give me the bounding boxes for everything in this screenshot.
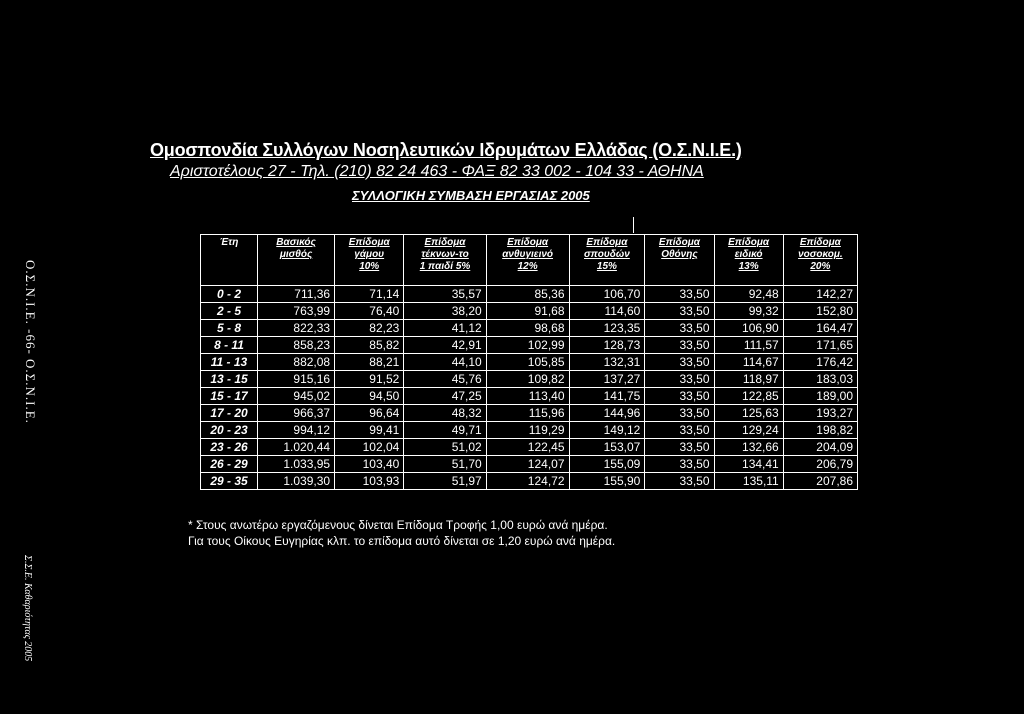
header-base-salary bbox=[258, 235, 335, 286]
value-cell: 994,12 bbox=[258, 422, 335, 439]
value-cell: 91,52 bbox=[335, 371, 404, 388]
header-line: Έτη bbox=[219, 237, 239, 248]
contract-title: ΣΥΛΛΟΓΙΚΗ ΣΥΜΒΑΣΗ ΕΡΓΑΣΙΑΣ 2005 bbox=[352, 188, 590, 203]
value-cell: 71,14 bbox=[335, 286, 404, 303]
value-cell: 82,23 bbox=[335, 320, 404, 337]
value-cell: 102,99 bbox=[486, 337, 569, 354]
value-cell: 137,27 bbox=[569, 371, 645, 388]
header-line: 13% bbox=[738, 261, 759, 272]
header-line: Επίδομα bbox=[348, 237, 390, 248]
header-hazard-allowance bbox=[486, 235, 569, 286]
table-row bbox=[201, 439, 858, 456]
footnote-meal-allowance: * Στους ανωτέρω εργαζόμενους δίνεται Επίδομα Τροφής 1,00 ευρώ ανά ημέρα. bbox=[188, 518, 608, 532]
value-cell: 124,07 bbox=[486, 456, 569, 473]
header-line: μισθός bbox=[279, 249, 313, 260]
value-cell: 207,86 bbox=[783, 473, 857, 490]
value-cell: 204,09 bbox=[783, 439, 857, 456]
value-cell: 711,36 bbox=[258, 286, 335, 303]
value-cell: 198,82 bbox=[783, 422, 857, 439]
header-line: 1 παιδί 5% bbox=[419, 261, 471, 272]
header-line: 12% bbox=[517, 261, 538, 272]
value-cell: 42,91 bbox=[404, 337, 486, 354]
years-cell: 5 - 8 bbox=[201, 320, 258, 337]
header-years bbox=[201, 235, 258, 286]
header-line: Επίδομα bbox=[728, 237, 770, 248]
value-cell: 103,40 bbox=[335, 456, 404, 473]
value-cell: 125,63 bbox=[714, 405, 783, 422]
value-cell: 129,24 bbox=[714, 422, 783, 439]
value-cell: 106,90 bbox=[714, 320, 783, 337]
header-line: τέκνων-το bbox=[421, 249, 469, 260]
column-marker bbox=[633, 217, 634, 233]
value-cell: 193,27 bbox=[783, 405, 857, 422]
value-cell: 142,27 bbox=[783, 286, 857, 303]
years-cell: 11 - 13 bbox=[201, 354, 258, 371]
header-child-allowance bbox=[404, 235, 486, 286]
value-cell: 85,36 bbox=[486, 286, 569, 303]
value-cell: 122,45 bbox=[486, 439, 569, 456]
value-cell: 822,33 bbox=[258, 320, 335, 337]
header-studies-allowance bbox=[569, 235, 645, 286]
value-cell: 152,80 bbox=[783, 303, 857, 320]
value-cell: 882,08 bbox=[258, 354, 335, 371]
value-cell: 1.020,44 bbox=[258, 439, 335, 456]
salary-table bbox=[200, 234, 858, 490]
value-cell: 945,02 bbox=[258, 388, 335, 405]
header-line: Επίδομα bbox=[586, 237, 628, 248]
value-cell: 763,99 bbox=[258, 303, 335, 320]
value-cell: 33,50 bbox=[645, 286, 714, 303]
header-line: γάμου bbox=[354, 249, 385, 260]
footnote-elderly-homes: Για τους Οίκους Ευγηρίας κλπ. το επίδομα αυτό δίνεται σε 1,20 ευρώ ανά ημέρα. bbox=[188, 534, 616, 548]
header-line: Βασικός bbox=[276, 237, 316, 248]
value-cell: 124,72 bbox=[486, 473, 569, 490]
header-line: Επίδομα bbox=[658, 237, 700, 248]
value-cell: 94,50 bbox=[335, 388, 404, 405]
years-cell: 23 - 26 bbox=[201, 439, 258, 456]
value-cell: 171,65 bbox=[783, 337, 857, 354]
years-cell: 15 - 17 bbox=[201, 388, 258, 405]
value-cell: 176,42 bbox=[783, 354, 857, 371]
value-cell: 122,85 bbox=[714, 388, 783, 405]
value-cell: 99,32 bbox=[714, 303, 783, 320]
value-cell: 155,09 bbox=[569, 456, 645, 473]
value-cell: 51,70 bbox=[404, 456, 486, 473]
table-header-row bbox=[201, 235, 858, 286]
value-cell: 183,03 bbox=[783, 371, 857, 388]
value-cell: 48,32 bbox=[404, 405, 486, 422]
value-cell: 132,66 bbox=[714, 439, 783, 456]
value-cell: 33,50 bbox=[645, 439, 714, 456]
value-cell: 109,82 bbox=[486, 371, 569, 388]
value-cell: 102,04 bbox=[335, 439, 404, 456]
value-cell: 33,50 bbox=[645, 388, 714, 405]
value-cell: 38,20 bbox=[404, 303, 486, 320]
value-cell: 113,40 bbox=[486, 388, 569, 405]
value-cell: 135,11 bbox=[714, 473, 783, 490]
value-cell: 118,97 bbox=[714, 371, 783, 388]
table-row bbox=[201, 456, 858, 473]
years-cell: 8 - 11 bbox=[201, 337, 258, 354]
table-row bbox=[201, 473, 858, 490]
salary-table-body bbox=[201, 286, 858, 490]
header-line: Επίδομα bbox=[507, 237, 549, 248]
years-cell: 2 - 5 bbox=[201, 303, 258, 320]
value-cell: 153,07 bbox=[569, 439, 645, 456]
value-cell: 149,12 bbox=[569, 422, 645, 439]
value-cell: 33,50 bbox=[645, 337, 714, 354]
years-cell: 13 - 15 bbox=[201, 371, 258, 388]
value-cell: 206,79 bbox=[783, 456, 857, 473]
value-cell: 1.039,30 bbox=[258, 473, 335, 490]
table-row bbox=[201, 320, 858, 337]
years-cell: 0 - 2 bbox=[201, 286, 258, 303]
years-cell: 26 - 29 bbox=[201, 456, 258, 473]
value-cell: 88,21 bbox=[335, 354, 404, 371]
value-cell: 51,02 bbox=[404, 439, 486, 456]
value-cell: 141,75 bbox=[569, 388, 645, 405]
table-row bbox=[201, 371, 858, 388]
side-footer-label: Σ.Σ.Ε. Καθαριότητας 2005 bbox=[22, 555, 33, 662]
value-cell: 45,76 bbox=[404, 371, 486, 388]
value-cell: 33,50 bbox=[645, 473, 714, 490]
value-cell: 35,57 bbox=[404, 286, 486, 303]
table-row bbox=[201, 354, 858, 371]
value-cell: 33,50 bbox=[645, 371, 714, 388]
value-cell: 96,64 bbox=[335, 405, 404, 422]
value-cell: 33,50 bbox=[645, 320, 714, 337]
value-cell: 51,97 bbox=[404, 473, 486, 490]
table-row bbox=[201, 286, 858, 303]
value-cell: 85,82 bbox=[335, 337, 404, 354]
value-cell: 128,73 bbox=[569, 337, 645, 354]
value-cell: 115,96 bbox=[486, 405, 569, 422]
value-cell: 858,23 bbox=[258, 337, 335, 354]
header-line: Επίδομα bbox=[799, 237, 841, 248]
years-cell: 20 - 23 bbox=[201, 422, 258, 439]
value-cell: 155,90 bbox=[569, 473, 645, 490]
side-page-label: Ο.Σ.Ν.Ι.Ε. -66- Ο.Σ.Ν.Ι.Ε. bbox=[23, 260, 38, 424]
header-line: σπουδών bbox=[584, 249, 630, 260]
value-cell: 915,16 bbox=[258, 371, 335, 388]
table-row bbox=[201, 303, 858, 320]
footnotes bbox=[188, 517, 615, 549]
header-special-allowance bbox=[714, 235, 783, 286]
value-cell: 44,10 bbox=[404, 354, 486, 371]
value-cell: 111,57 bbox=[714, 337, 783, 354]
value-cell: 966,37 bbox=[258, 405, 335, 422]
value-cell: 119,29 bbox=[486, 422, 569, 439]
value-cell: 114,67 bbox=[714, 354, 783, 371]
table-row bbox=[201, 337, 858, 354]
value-cell: 76,40 bbox=[335, 303, 404, 320]
value-cell: 99,41 bbox=[335, 422, 404, 439]
header-hospital-allowance bbox=[783, 235, 857, 286]
value-cell: 106,70 bbox=[569, 286, 645, 303]
value-cell: 189,00 bbox=[783, 388, 857, 405]
table-row bbox=[201, 422, 858, 439]
value-cell: 41,12 bbox=[404, 320, 486, 337]
header-line: ειδικό bbox=[734, 249, 763, 260]
value-cell: 1.033,95 bbox=[258, 456, 335, 473]
header-line: Οθόνης bbox=[661, 249, 698, 260]
header-marriage-allowance bbox=[335, 235, 404, 286]
value-cell: 49,71 bbox=[404, 422, 486, 439]
table-row bbox=[201, 405, 858, 422]
header-line: Επίδομα bbox=[424, 237, 466, 248]
value-cell: 98,68 bbox=[486, 320, 569, 337]
value-cell: 114,60 bbox=[569, 303, 645, 320]
value-cell: 33,50 bbox=[645, 456, 714, 473]
table-row bbox=[201, 388, 858, 405]
header-line: νοσοκομ. bbox=[798, 249, 843, 260]
value-cell: 144,96 bbox=[569, 405, 645, 422]
value-cell: 33,50 bbox=[645, 303, 714, 320]
value-cell: 164,47 bbox=[783, 320, 857, 337]
header-line: 15% bbox=[596, 261, 617, 272]
value-cell: 103,93 bbox=[335, 473, 404, 490]
value-cell: 105,85 bbox=[486, 354, 569, 371]
value-cell: 33,50 bbox=[645, 422, 714, 439]
value-cell: 33,50 bbox=[645, 354, 714, 371]
value-cell: 33,50 bbox=[645, 405, 714, 422]
value-cell: 123,35 bbox=[569, 320, 645, 337]
federation-title: Ομοσπονδία Συλλόγων Νοσηλευτικών Ιδρυμάτων Ελλάδας (Ο.Σ.Ν.Ι.Ε.) bbox=[150, 140, 742, 160]
value-cell: 92,48 bbox=[714, 286, 783, 303]
value-cell: 132,31 bbox=[569, 354, 645, 371]
years-cell: 29 - 35 bbox=[201, 473, 258, 490]
value-cell: 91,68 bbox=[486, 303, 569, 320]
header-screen-allowance bbox=[645, 235, 714, 286]
address-line: Αριστοτέλους 27 - Τηλ. (210) 82 24 463 - ΦΑΞ 82 33 002 - 104 33 - ΑΘΗΝΑ bbox=[170, 163, 704, 180]
years-cell: 17 - 20 bbox=[201, 405, 258, 422]
value-cell: 47,25 bbox=[404, 388, 486, 405]
header-line: 20% bbox=[810, 261, 831, 272]
header-line: ανθυγιεινό bbox=[502, 249, 554, 260]
value-cell: 134,41 bbox=[714, 456, 783, 473]
header-line: 10% bbox=[359, 261, 380, 272]
